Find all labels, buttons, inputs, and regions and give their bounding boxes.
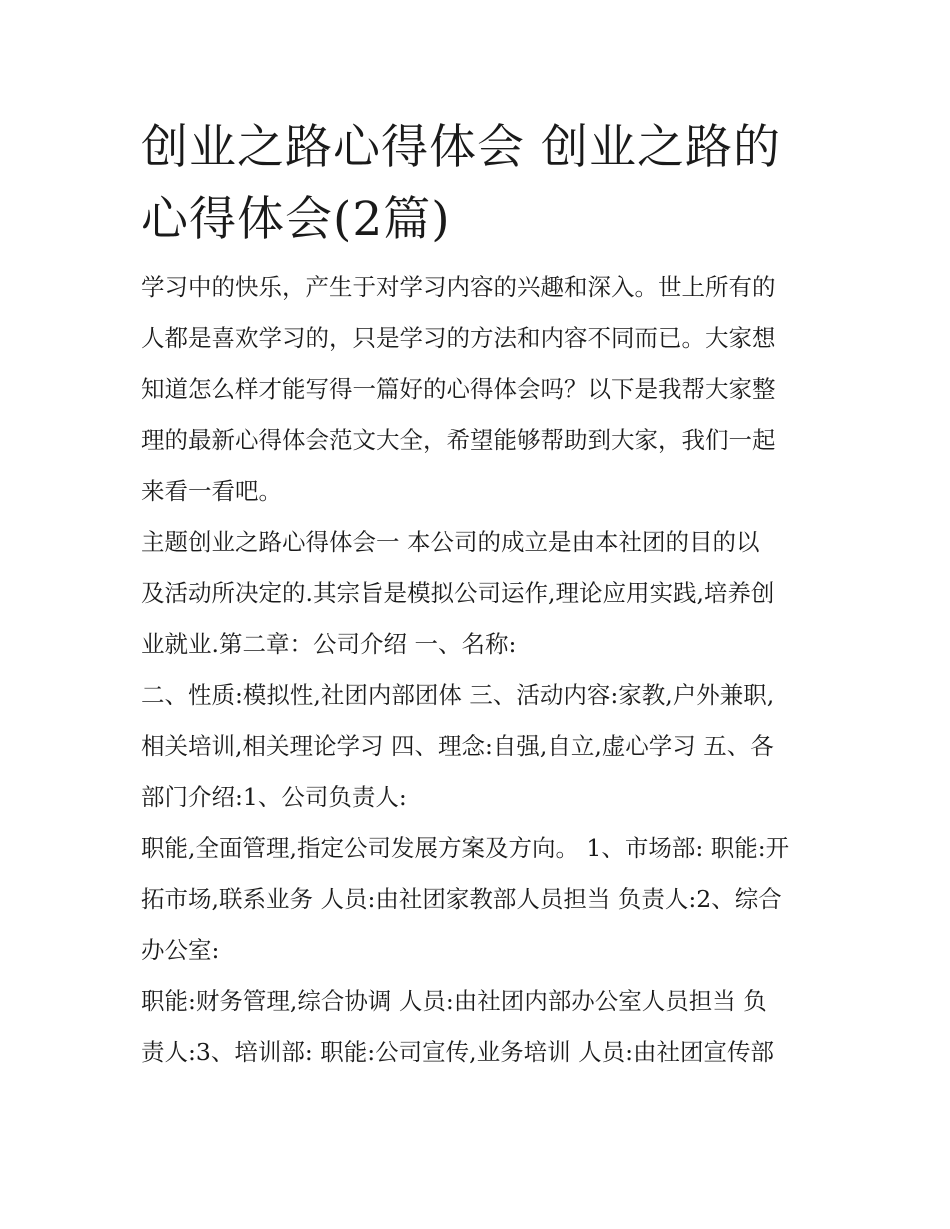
- office-department-paragraph: [141, 976, 816, 1078]
- title-line: 心得体会(2篇): [141, 192, 451, 247]
- text-line: 职能:财务管理,综合协调 人员:由社团内部办公室人员担当 负: [141, 987, 767, 1015]
- text-line: 拓市场,联系业务 人员:由社团家教部人员担当 负责人:2、综合: [141, 885, 782, 913]
- market-department-paragraph: [141, 823, 816, 976]
- text-line: 部门介绍:1、公司负责人:: [141, 783, 407, 811]
- text-line: 职能,全面管理,指定公司发展方案及方向。 1、市场部: 职能:开: [141, 834, 790, 862]
- text-line: 办公室:: [141, 936, 220, 964]
- text-line: 及活动所决定的.其宗旨是模拟公司运作,理论应用实践,培养创: [141, 579, 775, 607]
- text-line: 责人:3、培训部: 职能:公司宣传,业务培训 人员:由社团宣传部: [141, 1038, 775, 1066]
- company-purpose-paragraph: [141, 517, 816, 670]
- text-line: 知道怎么样才能写得一篇好的心得体会吗？以下是我帮大家整: [141, 375, 776, 403]
- text-line: 业就业.第二章：公司介绍 一、名称:: [141, 630, 517, 658]
- text-line: 理的最新心得体会范文大全，希望能够帮助到大家，我们一起: [141, 426, 776, 454]
- intro-paragraph: [141, 262, 816, 517]
- document-title: [141, 112, 816, 256]
- document-page: [141, 112, 816, 1078]
- title-line: 创业之路心得体会 创业之路的: [141, 120, 781, 175]
- text-line: 二、性质:模拟性,社团内部团体 三、活动内容:家教,户外兼职,: [141, 681, 775, 709]
- text-line: 相关培训,相关理论学习 四、理念:自强,自立,虚心学习 五、各: [141, 732, 774, 760]
- company-nature-paragraph: [141, 670, 816, 823]
- text-line: 主题创业之路心得体会一 本公司的成立是由本社团的目的以: [141, 528, 760, 556]
- text-line: 人都是喜欢学习的，只是学习的方法和内容不同而已。大家想: [141, 324, 776, 352]
- text-line: 来看一看吧。: [141, 477, 282, 505]
- text-line: 学习中的快乐，产生于对学习内容的兴趣和深入。世上所有的: [141, 273, 776, 301]
